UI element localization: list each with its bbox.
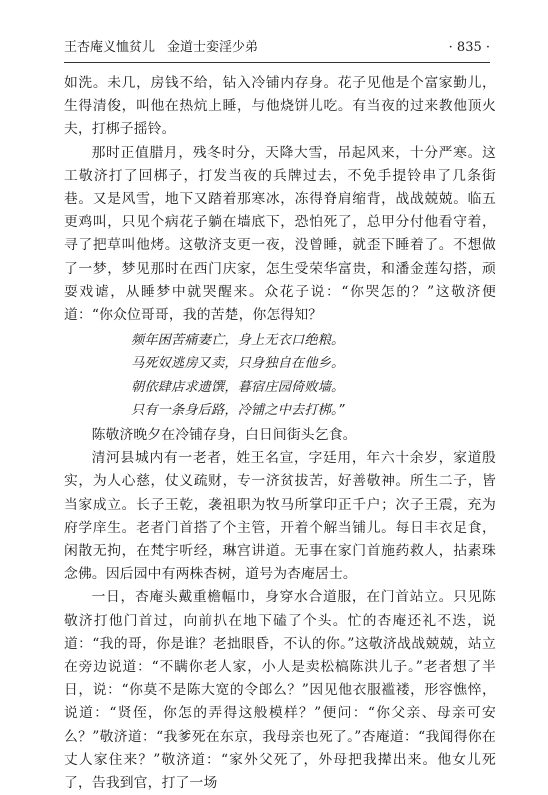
paragraph: 陈敬济晚夕在冷铺存身，白日间街头乞食。 [91,427,357,444]
poem-line: 马死奴逃房又卖，只身独自在他乡。 [131,356,345,372]
page-body [64,72,496,795]
poem-line: 朝依肆店求遗馔，暮宿庄园倚败墙。 [131,379,345,395]
paragraph: 那时正值腊月，残冬时分，天降大雪，吊起风来，十分严寒。这工敬济打了回梆子，打发当夜的兵牌过去，不免手提铃串了几条街巷。又是风雪，地下又踏着那寒冰，冻得脊肩缩背，战战兢兢。临五更鸡叫，只见个病花子躺在墙底下，恐怕死了，总甲分付他看守着，寻了把草叫他烤。这敬济支更一夜，没曾睡，就歪下睡着了。不想做了一梦，梦见那时在西门庆家，怎生受荣华富贵，和潘金莲勾搭，顽耍戏谑，从睡梦中就哭醒来。众花子说：“你哭怎的？”这敬济便道：“你众位哥哥，我的苦楚，你怎得知？ [64,144,496,324]
paragraph: 一日，杏庵头戴重檐幅巾，身穿水合道服，在门首站立。只见陈敬济打他门首过，向前扒在地下磕了个头。忙的杏庵还礼不迭，说道：“我的哥，你是谁？老拙眼昏，不认的你。”这敬济战战兢兢，站立在旁边说道：“不瞒你老人家，小人是卖松槁陈洪儿子。”老者想了半日，说：“你莫不是陈大宽的令郎么？”因见他衣服褴褛，形容憔悴，说道：“贤侄，你怎的弄得这般模样？”便问：“你父亲、母亲可安么？”敬济道：“我爹死在东京，我母亲也死了。”杏庵道：“我闻得你在丈人家住来？”敬济道：“家外父死了，外母把我撵出来。他女儿死了，告我到官，打了一场 [64,589,496,792]
running-title-left: 王杏庵义恤贫儿 [64,40,156,55]
poem [131,329,496,422]
paragraph: 如洗。未几，房钱不给，钻入冷铺内存身。花子见他是个富家勤儿，生得清俊，叫他在热炕上睡，与他烧饼儿吃。有当夜的过来教他顶火夫，打梆子摇铃。 [64,75,496,138]
running-title [64,36,258,60]
paragraph: 清河县城内有一老者，姓王名宣，字廷用，年六十余岁，家道殷实，为人心慈，仗义疏财，专一济贫拔苦，好善敬神。所生二子，皆当家成立。长子王乾，袭祖职为牧马所掌印正千户；次子王震，充为府学庠生。老者门首搭了个主管，开着个解当铺儿。每日丰衣足食，闲散无拘，在梵宇听经，琳宫讲道。无事在家门首施药救人，拈素珠念佛。因后园中有两株杏树，道号为杏庵居士。 [64,450,496,583]
running-header [64,36,490,63]
poem-line: 只有一条身后路，冷铺之中去打梆。” [131,402,345,418]
running-title-right: 金道士娈淫少弟 [167,40,259,55]
poem-line: 频年困苦痛妻亡，身上无衣口绝粮。 [131,333,345,349]
page-number: · 835 · [448,40,490,55]
